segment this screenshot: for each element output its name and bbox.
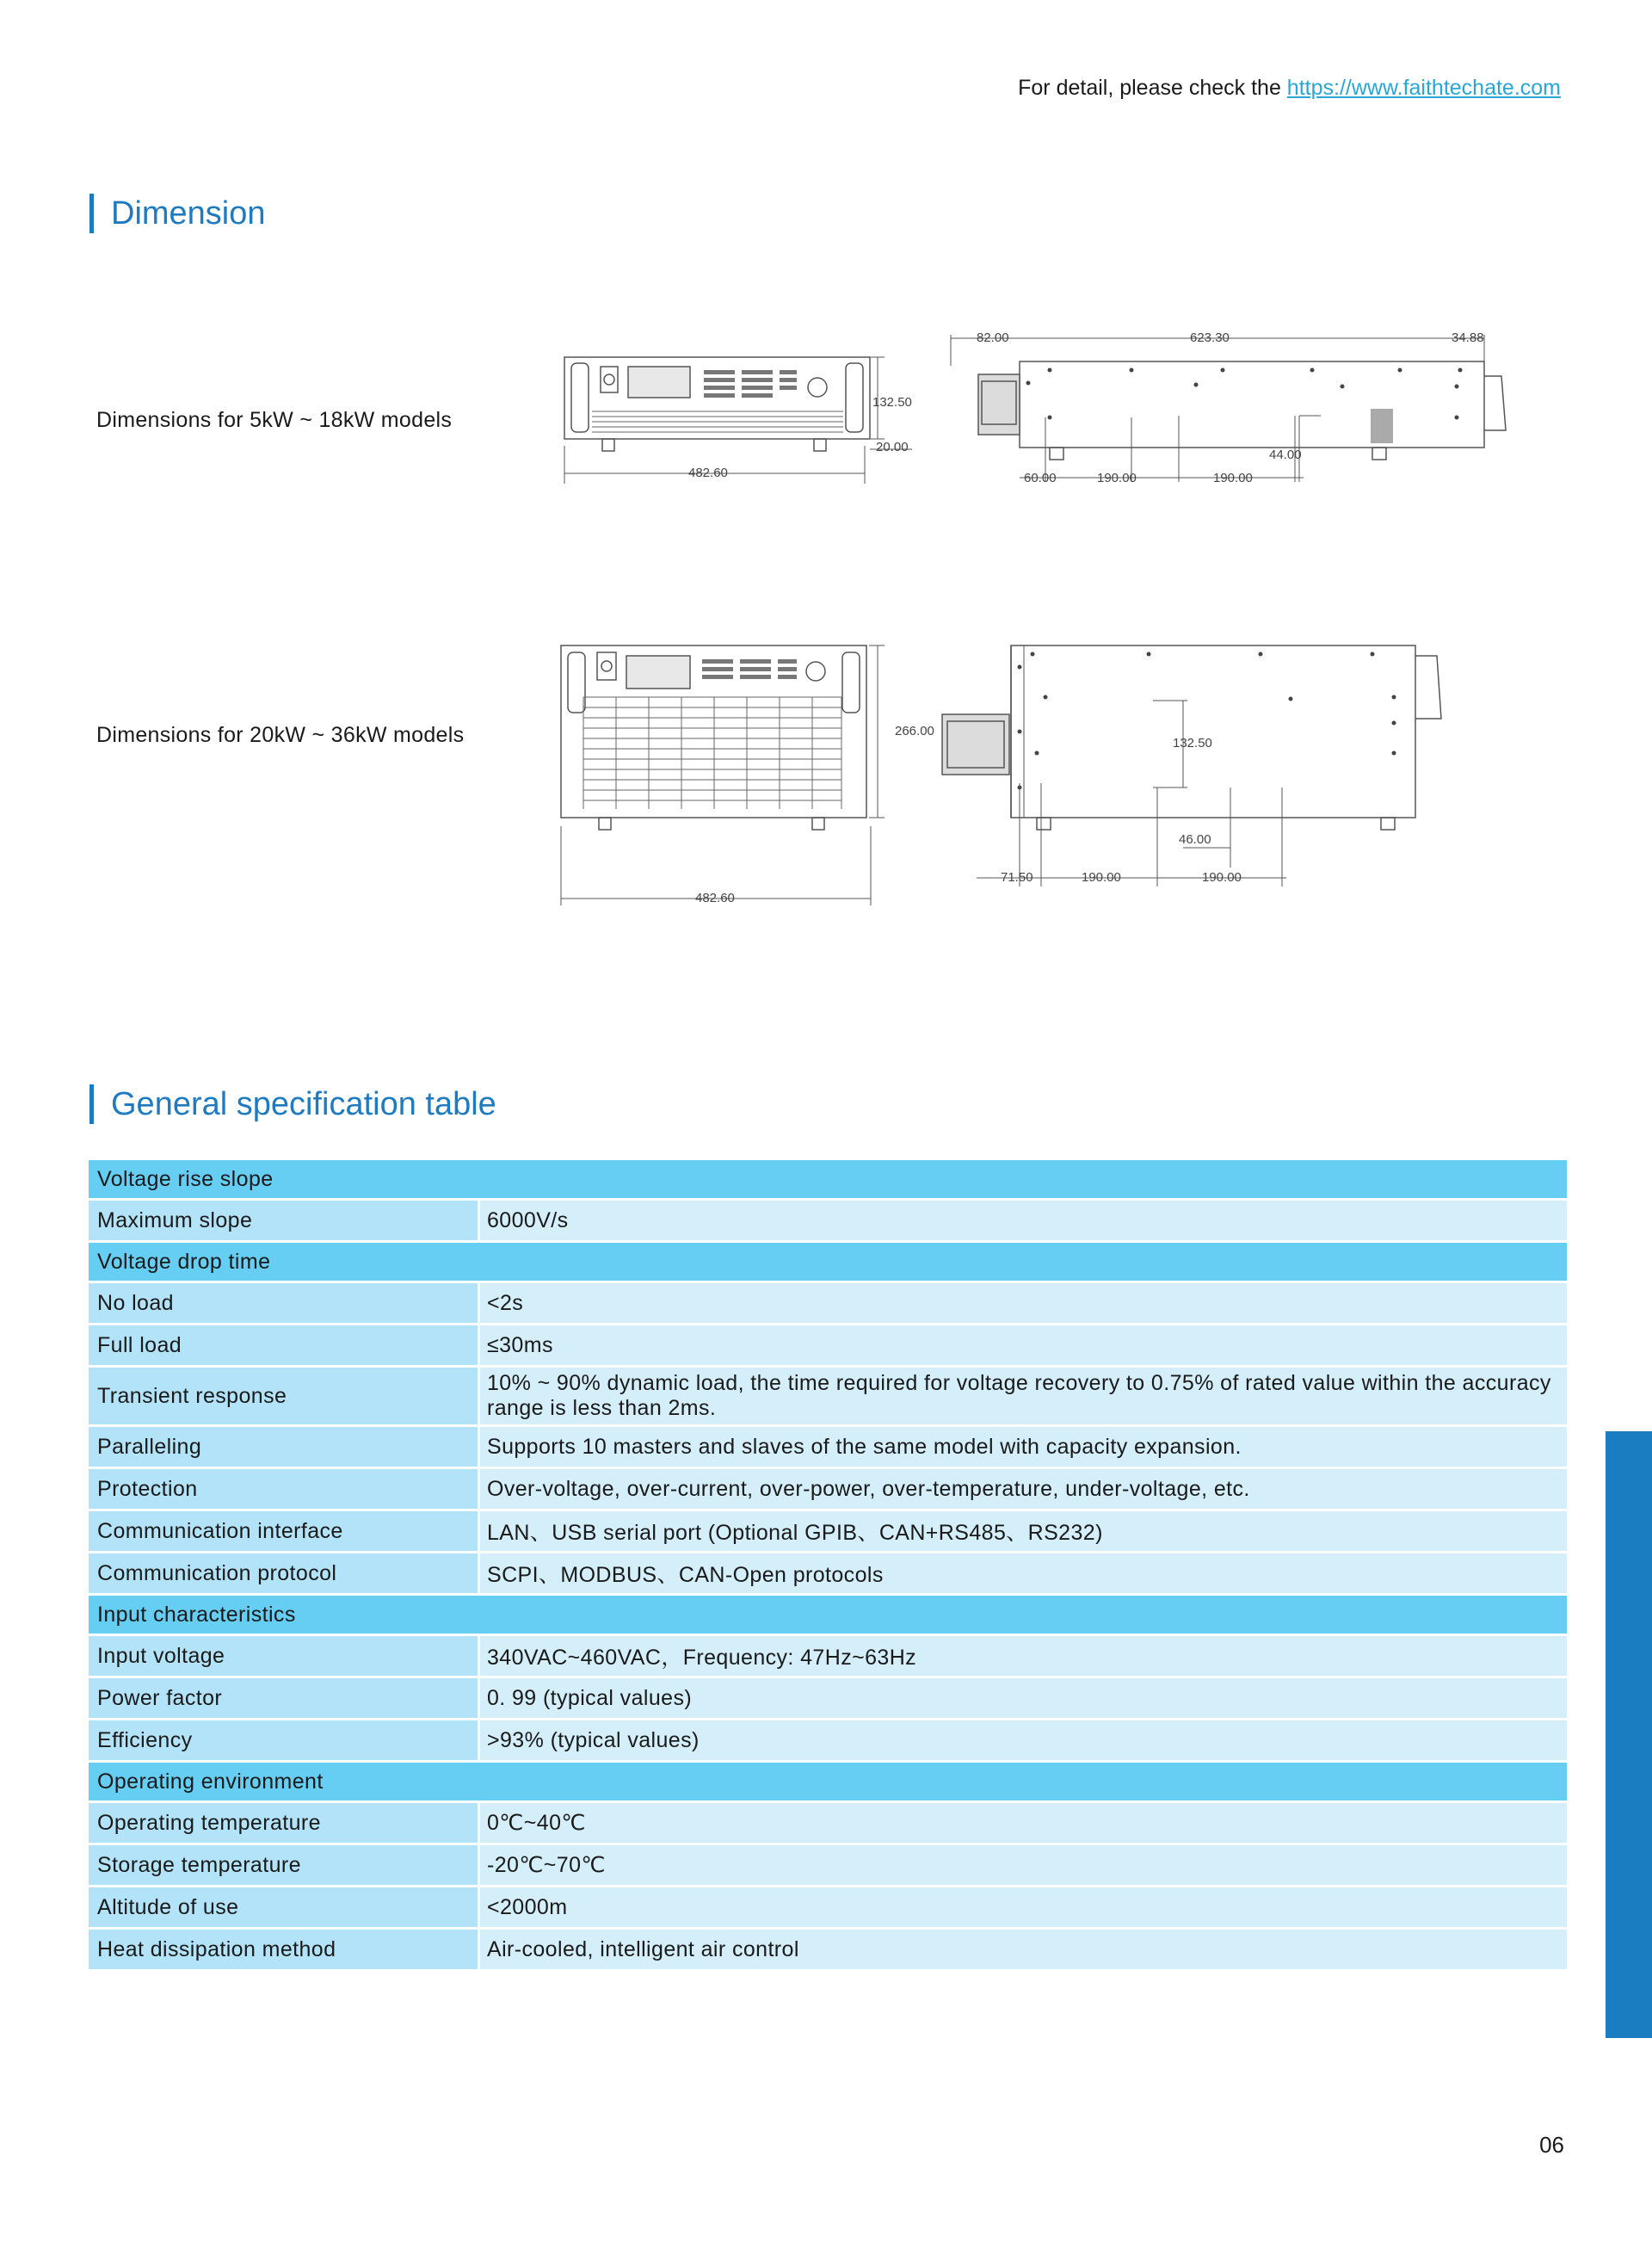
dim-label-2-2: 482.60 [695, 891, 735, 905]
spec-value: Air-cooled, intelligent air control [480, 1930, 1567, 1969]
dim-label-1-1: 132.50 [872, 395, 912, 410]
spec-row [89, 1368, 1567, 1424]
category-label: Input characteristics [89, 1596, 1567, 1634]
side-view-drawing-small [942, 323, 1510, 495]
spec-key: Paralleling [89, 1427, 480, 1467]
dimension-label-small: Dimensions for 5kW ~ 18kW models [96, 408, 453, 432]
website-link[interactable]: https://www.faithtechate.com [1286, 76, 1561, 100]
detail-note [1018, 76, 1561, 101]
page-number: 06 [1539, 2132, 1564, 2158]
spec-table [89, 1158, 1567, 1972]
category-label: Operating environment [89, 1763, 1567, 1800]
side-dim-1-7: 190.00 [1213, 471, 1253, 485]
spec-key: Altitude of use [89, 1887, 480, 1927]
spec-key: Storage temperature [89, 1845, 480, 1885]
spec-category-row [89, 1243, 1567, 1281]
dim-label-2-1: 266.00 [895, 724, 934, 738]
front-view-drawing-large [558, 637, 945, 912]
side-dim-2-4: 190.00 [1082, 870, 1121, 885]
spec-row [89, 1720, 1567, 1760]
category-label: Voltage rise slope [89, 1160, 1567, 1198]
spec-table-title: General specification table [89, 1084, 496, 1124]
spec-value: 6000V/s [480, 1201, 1567, 1240]
dimension-title: Dimension [89, 194, 266, 233]
spec-value: <2000m [480, 1887, 1567, 1927]
spec-key: Operating temperature [89, 1803, 480, 1843]
spec-row [89, 1636, 1567, 1676]
side-dim-2-1: 132.50 [1173, 736, 1212, 750]
spec-key: No load [89, 1283, 480, 1323]
spec-key: Power factor [89, 1678, 480, 1718]
spec-row [89, 1887, 1567, 1927]
spec-key: Full load [89, 1325, 480, 1365]
side-dim-1-2: 623.30 [1190, 330, 1230, 345]
side-dim-1-6: 190.00 [1097, 471, 1137, 485]
spec-row [89, 1678, 1567, 1718]
side-dim-1-5: 60.00 [1024, 471, 1057, 485]
spec-value: 10% ~ 90% dynamic load, the time required for voltage recovery to 0.75% of rated value within the accuracy range is less than 2ms. [480, 1368, 1567, 1424]
side-dim-1-1: 82.00 [977, 330, 1009, 345]
spec-row [89, 1427, 1567, 1467]
spec-row [89, 1283, 1567, 1323]
spec-row [89, 1469, 1567, 1509]
spec-key: Protection [89, 1469, 480, 1509]
spec-row [89, 1201, 1567, 1240]
chassis-side [1020, 361, 1484, 448]
spec-row [89, 1845, 1567, 1885]
spec-value: >93% (typical values) [480, 1720, 1567, 1760]
spec-value: <2s [480, 1283, 1567, 1323]
front-view-drawing-small [559, 344, 921, 491]
side-dim-2-3: 71.50 [1001, 870, 1033, 885]
spec-key: Communication protocol [89, 1553, 480, 1593]
spec-row [89, 1803, 1567, 1843]
spec-key: Communication interface [89, 1511, 480, 1551]
spec-row [89, 1325, 1567, 1365]
side-view-drawing-large [934, 637, 1467, 895]
detail-note-prefix: For detail, please check the [1018, 76, 1287, 100]
spec-row [89, 1511, 1567, 1551]
spec-row [89, 1553, 1567, 1593]
side-dim-2-2: 46.00 [1179, 832, 1211, 847]
spec-value: Supports 10 masters and slaves of the same model with capacity expansion. [480, 1427, 1567, 1467]
dim-label-1-3: 482.60 [688, 466, 728, 480]
spec-value: ≤30ms [480, 1325, 1567, 1365]
spec-key: Transient response [89, 1368, 480, 1424]
spec-value: 340VAC~460VAC，Frequency: 47Hz~63Hz [480, 1636, 1567, 1676]
spec-value: Over-voltage, over-current, over-power, over-temperature, under-voltage, etc. [480, 1469, 1567, 1509]
spec-value: 0℃~40℃ [480, 1803, 1567, 1843]
spec-value: 0. 99 (typical values) [480, 1678, 1567, 1718]
spec-key: Heat dissipation method [89, 1930, 480, 1969]
spec-value: -20℃~70℃ [480, 1845, 1567, 1885]
spec-category-row [89, 1160, 1567, 1198]
spec-key: Efficiency [89, 1720, 480, 1760]
display-screen [628, 367, 690, 398]
side-dim-2-5: 190.00 [1202, 870, 1242, 885]
spec-key: Maximum slope [89, 1201, 480, 1240]
spec-key: Input voltage [89, 1636, 480, 1676]
spec-category-row [89, 1596, 1567, 1634]
spec-value: SCPI、MODBUS、CAN-Open protocols [480, 1553, 1567, 1593]
dimension-label-large: Dimensions for 20kW ~ 36kW models [96, 723, 465, 747]
side-dim-1-3: 34.88 [1452, 330, 1484, 345]
spec-row [89, 1930, 1567, 1969]
side-accent-bar [1606, 1431, 1652, 2038]
spec-value: LAN、USB serial port (Optional GPIB、CAN+RS485、RS232) [480, 1511, 1567, 1551]
side-dim-1-4: 44.00 [1269, 448, 1302, 462]
dim-label-1-2: 20.00 [876, 440, 909, 454]
spec-category-row [89, 1763, 1567, 1800]
spec-table-body [89, 1160, 1567, 1969]
category-label: Voltage drop time [89, 1243, 1567, 1281]
